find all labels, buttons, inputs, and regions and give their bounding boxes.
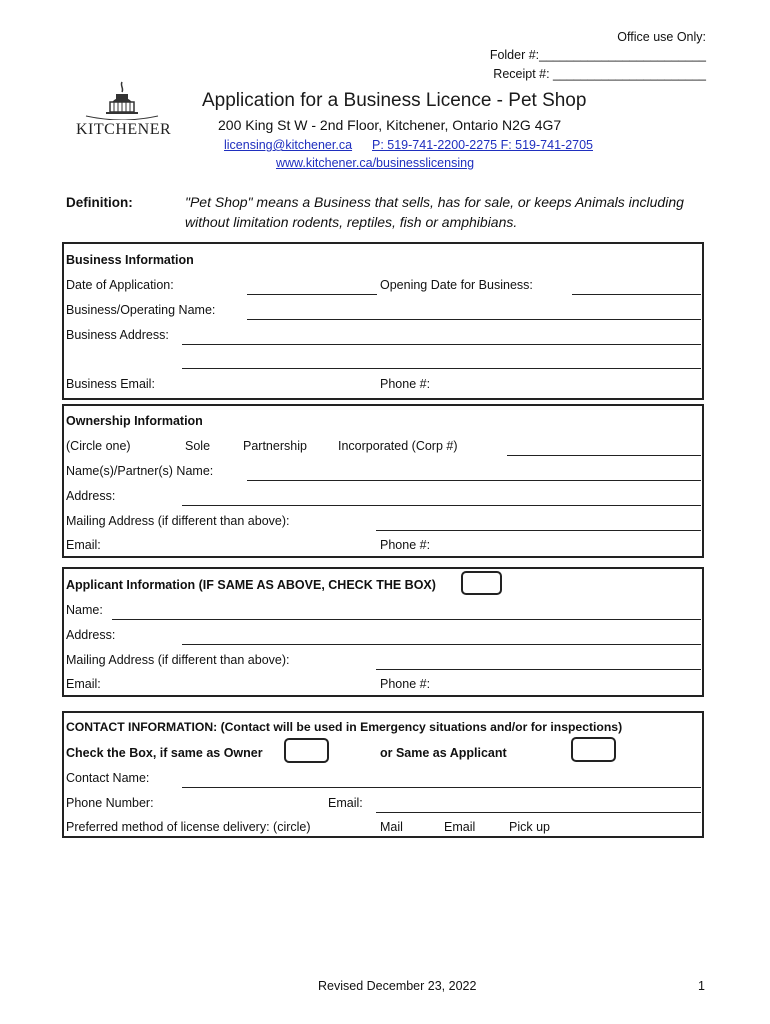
office-use-label: Office use Only: xyxy=(617,30,706,44)
delivery-method-label: Preferred method of license delivery: (circle) xyxy=(66,820,311,834)
owner-names-field[interactable] xyxy=(247,480,701,481)
opening-date-label: Opening Date for Business: xyxy=(380,278,533,292)
definition-text: "Pet Shop" means a Business that sells, has for sale, or keeps Animals including without limitation rodents, reptiles, fish or amphibians. xyxy=(185,194,684,230)
option-partnership[interactable]: Partnership xyxy=(243,439,307,453)
circle-one-label: (Circle one) xyxy=(66,439,131,453)
owner-mailing-field[interactable] xyxy=(376,530,701,531)
owner-address-field[interactable] xyxy=(182,505,701,506)
business-address-field-2[interactable] xyxy=(182,368,701,369)
contact-name-field[interactable] xyxy=(182,787,701,788)
business-info-heading: Business Information xyxy=(66,253,194,267)
owner-names-label: Name(s)/Partner(s) Name: xyxy=(66,464,214,478)
business-address-field-1[interactable] xyxy=(182,344,701,345)
receipt-number-field: Receipt #: ______________________ xyxy=(493,67,706,81)
contact-phone-label: Phone Number: xyxy=(66,796,154,810)
same-as-applicant-checkbox[interactable] xyxy=(571,737,616,762)
applicant-phone-label: Phone #: xyxy=(380,677,431,691)
corp-number-field[interactable] xyxy=(507,455,701,456)
business-address-label: Business Address: xyxy=(66,328,169,342)
owner-phone-label: Phone #: xyxy=(380,538,431,552)
same-as-owner-label: Check the Box, if same as Owner xyxy=(66,746,263,760)
contact-name-label: Contact Name: xyxy=(66,771,150,785)
applicant-mailing-field[interactable] xyxy=(376,669,701,670)
operating-name-label: Business/Operating Name: xyxy=(66,303,216,317)
operating-name-field[interactable] xyxy=(247,319,701,320)
city-hall-icon xyxy=(76,80,168,120)
option-incorporated[interactable]: Incorporated (Corp #) xyxy=(338,439,458,453)
definition-label: Definition: xyxy=(66,195,133,210)
applicant-email-label: Email: xyxy=(66,677,101,691)
email-link[interactable]: licensing@kitchener.ca xyxy=(224,138,353,152)
applicant-mailing-label: Mailing Address (if different than above): xyxy=(66,653,290,667)
contact-email-label: Email: xyxy=(328,796,363,810)
page-number: 1 xyxy=(698,979,705,993)
delivery-option-mail[interactable]: Mail xyxy=(380,820,403,834)
delivery-option-pickup[interactable]: Pick up xyxy=(509,820,550,834)
office-address: 200 King St W - 2nd Floor, Kitchener, Ontario N2G 4G7 xyxy=(218,117,562,133)
date-of-application-label: Date of Application: xyxy=(66,278,174,292)
applicant-name-field[interactable] xyxy=(112,619,701,620)
phone-fax-link[interactable]: P: 519-741-2200-2275 F: 519-741-2705 xyxy=(372,138,593,152)
applicant-address-label: Address: xyxy=(66,628,116,642)
business-email-label: Business Email: xyxy=(66,377,155,391)
owner-email-label: Email: xyxy=(66,538,101,552)
applicant-address-field[interactable] xyxy=(182,644,701,645)
website-link[interactable]: www.kitchener.ca/businesslicensing xyxy=(276,156,475,170)
owner-mailing-label: Mailing Address (if different than above): xyxy=(66,514,290,528)
applicant-name-label: Name: xyxy=(66,603,103,617)
same-as-owner-checkbox[interactable] xyxy=(284,738,329,763)
same-as-above-checkbox[interactable] xyxy=(461,571,502,595)
ownership-info-heading: Ownership Information xyxy=(66,414,203,428)
business-phone-label: Phone #: xyxy=(380,377,431,391)
contact-email-field[interactable] xyxy=(376,812,701,813)
form-title: Application for a Business Licence - Pet Shop xyxy=(202,90,587,111)
owner-address-label: Address: xyxy=(66,489,116,503)
contact-info-heading: CONTACT INFORMATION: (Contact will be used in Emergency situations and/or for inspections) xyxy=(66,720,623,734)
delivery-option-email[interactable]: Email xyxy=(444,820,476,834)
opening-date-field[interactable] xyxy=(572,294,701,295)
same-as-applicant-label: or Same as Applicant xyxy=(380,746,507,760)
revised-date: Revised December 23, 2022 xyxy=(318,979,477,993)
folder-number-field: Folder #:________________________ xyxy=(489,48,706,62)
kitchener-logo xyxy=(76,80,172,138)
applicant-info-heading: Applicant Information (IF SAME AS ABOVE, CHECK THE BOX) xyxy=(66,578,436,592)
date-of-application-field[interactable] xyxy=(247,294,377,295)
option-sole[interactable]: Sole xyxy=(185,439,211,453)
logo-wordmark: KITCHENER xyxy=(76,121,172,138)
